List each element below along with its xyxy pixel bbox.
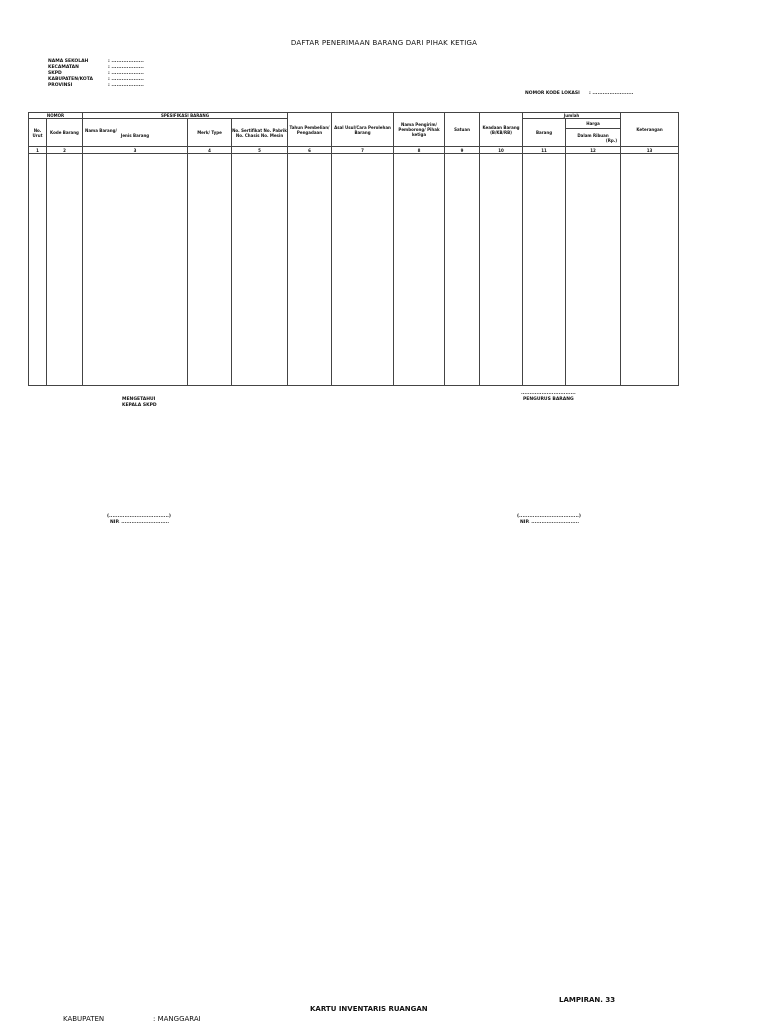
meta-value: : ................... bbox=[108, 77, 144, 82]
table-cell bbox=[29, 153, 47, 385]
signature-left-block bbox=[122, 397, 157, 408]
signature-right-nip: NIP. ............................ bbox=[520, 519, 580, 525]
meta-label: NAMA SEKOLAH bbox=[48, 59, 89, 64]
signature-left-name-block bbox=[107, 514, 171, 525]
column-number: 6 bbox=[288, 147, 332, 153]
header-dalam-ribuan: Dalam Ribuan bbox=[577, 132, 609, 138]
kabupaten-label: KABUPATEN bbox=[63, 1015, 105, 1023]
header-asal-usul: Asal Usul/Cara Perolehan Barang bbox=[332, 113, 394, 147]
signature-right-block bbox=[521, 391, 576, 402]
header-keadaan: Keadaan Barang (B/KB/RB) bbox=[480, 113, 523, 147]
header-group-nomor: NOMOR bbox=[29, 113, 83, 119]
document-title: DAFTAR PENERIMAAN BARANG DARI PIHAK KETIGA bbox=[290, 39, 478, 47]
table-cell bbox=[566, 153, 621, 385]
signature-right-name: (...................................) bbox=[517, 514, 581, 519]
header-group-spesifikasi: SPESIFIKASI BARANG bbox=[83, 113, 288, 119]
kir-title: KARTU INVENTARIS RUANGAN bbox=[310, 1005, 428, 1013]
signature-right-date: ................................ bbox=[521, 391, 576, 396]
meta-value: : ................... bbox=[108, 65, 144, 70]
header-nama-barang: Nama Barang/ bbox=[85, 127, 117, 133]
column-number: 11 bbox=[523, 147, 566, 153]
table-cell bbox=[621, 153, 679, 385]
signature-left-title-1: MENGETAHUI bbox=[122, 397, 156, 402]
meta-value: : ................... bbox=[108, 59, 144, 64]
table-cell bbox=[47, 153, 83, 385]
column-number: 9 bbox=[445, 147, 480, 153]
meta-label: KABUPATEN/KOTA bbox=[48, 77, 93, 82]
header-dalam-ribuan-cell bbox=[566, 129, 621, 147]
header-merk-type: Merk/ Type bbox=[188, 119, 232, 147]
header-kode-barang: Kode Barang bbox=[47, 119, 83, 147]
header-jenis-barang: Jenis Barang bbox=[120, 132, 150, 138]
header-sertifikat: No. Sertifikat No. Pabrik No. Chasis No. Mesin bbox=[232, 119, 288, 147]
location-code-value: : ........................ bbox=[589, 91, 634, 96]
column-number: 7 bbox=[332, 147, 394, 153]
signature-left-title-2: KEPALA SKPD bbox=[122, 402, 157, 408]
meta-label: SKPD bbox=[48, 71, 62, 76]
kabupaten-value: : MANGGARAI bbox=[153, 1015, 201, 1023]
header-rp: (Rp.) bbox=[605, 137, 618, 143]
goods-receipt-table bbox=[28, 112, 679, 386]
meta-label: KECAMATAN bbox=[48, 65, 79, 70]
column-number: 3 bbox=[83, 147, 188, 153]
table-cell bbox=[480, 153, 523, 385]
column-number: 8 bbox=[394, 147, 445, 153]
header-satuan: Satuan bbox=[445, 113, 480, 147]
meta-fields bbox=[48, 59, 168, 89]
column-number: 5 bbox=[232, 147, 288, 153]
signature-left-name: (...................................) bbox=[107, 514, 171, 519]
header-keterangan: Keterangan bbox=[621, 113, 679, 147]
header-jumlah-barang: Barang bbox=[523, 119, 566, 147]
table-cell bbox=[523, 153, 566, 385]
table-cell bbox=[394, 153, 445, 385]
column-number: 2 bbox=[47, 147, 83, 153]
lampiran-label: LAMPIRAN. 33 bbox=[559, 996, 616, 1004]
meta-row-provinsi bbox=[48, 83, 168, 89]
table-cell bbox=[332, 153, 394, 385]
location-code bbox=[525, 91, 633, 96]
meta-value: : ................... bbox=[108, 83, 144, 88]
meta-label: PROVINSI bbox=[48, 83, 73, 88]
signature-right-title: PENGURUS BARANG bbox=[522, 396, 574, 402]
table-cell bbox=[188, 153, 232, 385]
column-number: 4 bbox=[188, 147, 232, 153]
signature-right-name-block bbox=[517, 514, 581, 525]
location-code-label: NOMOR KODE LOKASI bbox=[525, 91, 580, 96]
header-nama-jenis-barang bbox=[83, 119, 188, 147]
table-cell bbox=[232, 153, 288, 385]
table-cell bbox=[288, 153, 332, 385]
header-group-jumlah: Jumlah bbox=[523, 113, 621, 119]
header-nama-pemborong: Nama Pengirim/ Pemborong/ Pihak ketiga bbox=[394, 113, 445, 147]
header-harga: Harga bbox=[566, 119, 621, 129]
header-no-urut: No. Urut bbox=[29, 119, 47, 147]
column-number: 1 bbox=[29, 147, 47, 153]
column-number: 12 bbox=[566, 147, 621, 153]
table-body-row bbox=[29, 153, 679, 385]
meta-value: : ................... bbox=[108, 71, 144, 76]
column-number: 10 bbox=[480, 147, 523, 153]
table-cell bbox=[83, 153, 188, 385]
header-tahun: Tahun Pembelian/ Pengadaan bbox=[288, 113, 332, 147]
column-number: 13 bbox=[621, 147, 679, 153]
table-cell bbox=[445, 153, 480, 385]
signature-left-nip: NIP. ............................ bbox=[110, 519, 170, 525]
